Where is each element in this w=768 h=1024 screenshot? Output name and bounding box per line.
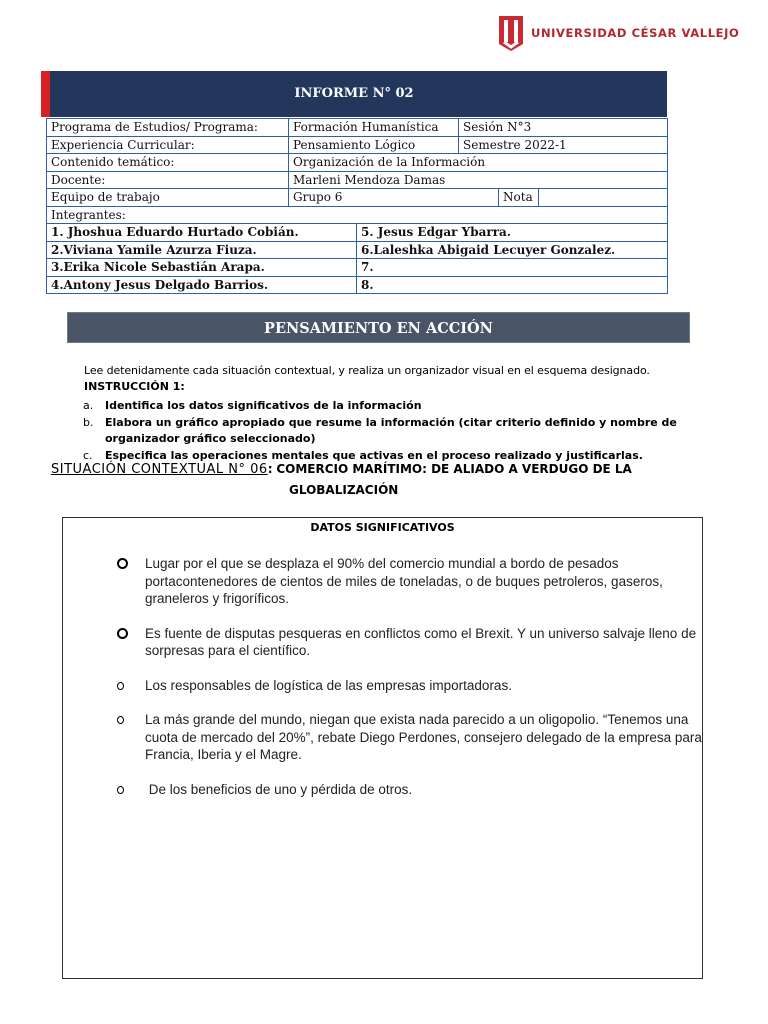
datos-significativos-box bbox=[62, 517, 703, 979]
programa-label: Programa de Estudios/ Programa: bbox=[47, 119, 289, 137]
table-row bbox=[47, 189, 668, 207]
list-item bbox=[81, 398, 701, 415]
table-row bbox=[47, 136, 668, 154]
nota-label: Nota bbox=[499, 189, 539, 207]
situacion-topic-continued: GLOBALIZACIÓN bbox=[289, 483, 399, 497]
datos-title: DATOS SIGNIFICATIVOS bbox=[310, 521, 455, 534]
list-item bbox=[117, 781, 707, 799]
logo-text: UNIVERSIDAD CÉSAR VALLEJO bbox=[531, 26, 740, 40]
sesion-value: Sesión N°3 bbox=[459, 119, 668, 137]
instructions-heading: INSTRUCCIÓN 1: bbox=[84, 380, 185, 393]
experiencia-value: Pensamiento Lógico bbox=[289, 136, 459, 154]
bullet-icon bbox=[117, 628, 128, 639]
bullet-icon bbox=[117, 716, 124, 724]
situacion-colon: : bbox=[267, 462, 273, 476]
table-row bbox=[47, 276, 668, 294]
table-row bbox=[47, 206, 668, 224]
table-row bbox=[47, 259, 668, 277]
dato-text: Es fuente de disputas pesqueras en conflictos como el Brexit. Y un universo salvaje lleno de sorpresas para el científico. bbox=[145, 625, 697, 658]
integrantes-label: Integrantes: bbox=[47, 206, 668, 224]
list-item bbox=[117, 677, 707, 695]
table-row bbox=[47, 241, 668, 259]
university-logo bbox=[497, 14, 739, 52]
situacion-label: SITUACIÓN CONTEXTUAL N° 06 bbox=[51, 462, 268, 477]
instructions-intro: Lee detenidamente cada situación contextual, y realiza un organizador visual en el esquema designado. bbox=[84, 364, 650, 377]
list-item bbox=[117, 625, 707, 660]
dato-text: De los beneficios de uno y pérdida de otros. bbox=[145, 781, 413, 797]
integrante-6: 6.Laleshka Abigaid Lecuyer Gonzalez. bbox=[357, 241, 668, 259]
experiencia-label: Experiencia Curricular: bbox=[47, 136, 289, 154]
integrante-4: 4.Antony Jesus Delgado Barrios. bbox=[47, 276, 357, 294]
instruction-text: Identifica los datos significativos de la información bbox=[105, 399, 422, 412]
table-row bbox=[47, 224, 668, 242]
instructions-list bbox=[81, 398, 701, 464]
table-row bbox=[47, 171, 668, 189]
section-title: PENSAMIENTO EN ACCIÓN bbox=[67, 312, 690, 343]
situacion-heading bbox=[51, 462, 632, 477]
list-marker: b. bbox=[83, 415, 94, 429]
integrante-1: 1. Jhoshua Eduardo Hurtado Cobián. bbox=[47, 224, 357, 242]
dato-text: La más grande del mundo, niegan que exista nada parecido a un oligopolio. “Tenemos una cuota de mercado del 20%”, rebate Diego Perdones, consejero delegado de la empresa para Francia, Iberia y el Magre. bbox=[145, 712, 702, 762]
contenido-label: Contenido temático: bbox=[47, 154, 289, 172]
bullet-icon bbox=[117, 558, 128, 569]
table-row bbox=[47, 154, 668, 172]
programa-value: Formación Humanística bbox=[289, 119, 459, 137]
bullet-icon bbox=[117, 682, 124, 690]
integrante-5: 5. Jesus Edgar Ybarra. bbox=[357, 224, 668, 242]
report-header bbox=[41, 71, 667, 117]
semestre-value: Semestre 2022-1 bbox=[459, 136, 668, 154]
situacion-topic: COMERCIO MARÍTIMO: DE ALIADO A VERDUGO DE LA bbox=[276, 462, 632, 476]
dato-text: Los responsables de logística de las empresas importadoras. bbox=[145, 677, 512, 693]
list-item bbox=[81, 415, 701, 448]
docente-value: Marleni Mendoza Damas bbox=[289, 171, 668, 189]
docente-label: Docente: bbox=[47, 171, 289, 189]
equipo-value: Grupo 6 bbox=[289, 189, 499, 207]
table-row bbox=[47, 119, 668, 137]
list-item bbox=[117, 711, 707, 764]
integrante-8: 8. bbox=[357, 276, 668, 294]
dato-text: Lugar por el que se desplaza el 90% del comercio mundial a bordo de pesados portacontenedores de cientos de miles de toneladas, o de buques petroleros, gaseros, graneleros y frigoríficos. bbox=[145, 556, 663, 606]
report-info-table bbox=[46, 118, 668, 294]
contenido-value: Organización de la Información bbox=[289, 154, 668, 172]
list-marker: a. bbox=[83, 399, 94, 412]
nota-value[interactable] bbox=[539, 189, 668, 207]
instruction-text: Especifica las operaciones mentales que activas en el proceso realizado y justificarlas. bbox=[105, 448, 643, 462]
integrante-3: 3.Erika Nicole Sebastián Arapa. bbox=[47, 259, 357, 277]
list-item bbox=[117, 555, 707, 608]
university-crest-icon bbox=[497, 14, 525, 52]
integrante-2: 2.Viviana Yamile Azurza Fiuza. bbox=[47, 241, 357, 259]
bullet-icon bbox=[117, 786, 124, 794]
report-title: INFORME N° 02 bbox=[294, 86, 414, 101]
instruction-text: Elabora un gráfico apropiado que resume la información (citar criterio definido y nombre de organizador gráfico seleccionado) bbox=[105, 415, 677, 445]
datos-list bbox=[117, 555, 707, 798]
integrante-7: 7. bbox=[357, 259, 668, 277]
equipo-label: Equipo de trabajo bbox=[47, 189, 289, 207]
list-marker: c. bbox=[83, 448, 93, 462]
